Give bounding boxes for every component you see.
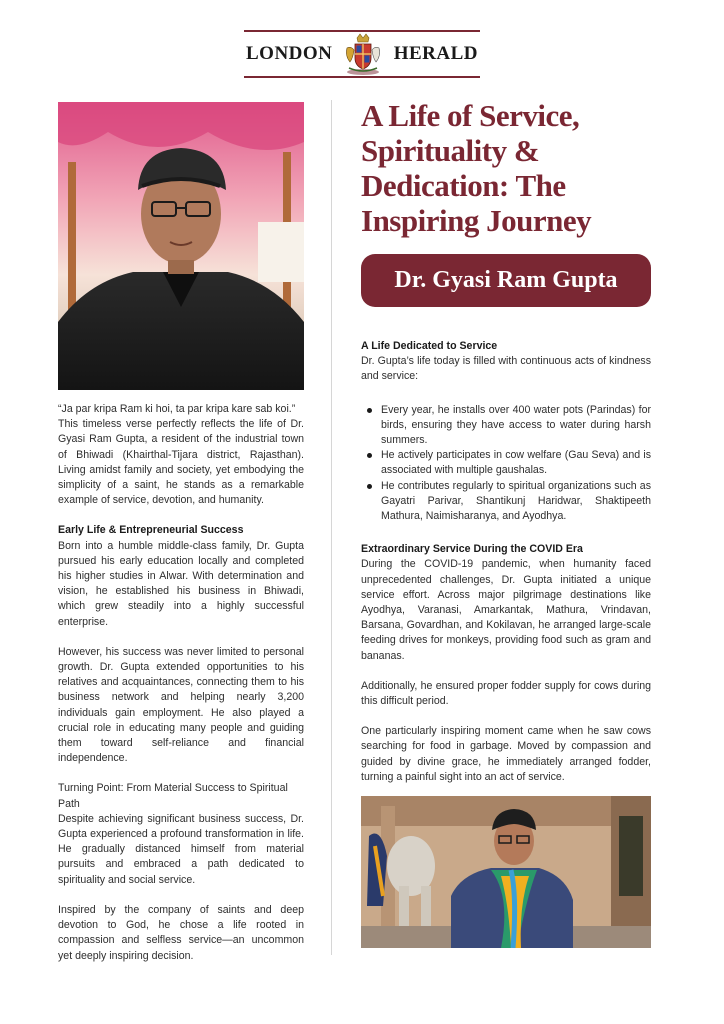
early-life-heading: Early Life & Entrepreneurial Success xyxy=(58,524,244,537)
headline: A Life of Service, Spirituality & Dedication: The Inspiring Journey xyxy=(361,98,592,238)
turning-point-paragraph: Despite achieving significant business success, Dr. Gupta experienced a profound transformation in life. He gradually distanced himself from material pursuits and embraced a path dedicated to spirituality and social service. xyxy=(58,812,304,886)
list-item: He actively participates in cow welfare (Gau Seva) and is associated with multiple gaushalas. xyxy=(361,448,651,478)
left-column xyxy=(58,402,304,964)
service-heading: A Life Dedicated to Service xyxy=(361,340,498,352)
masthead xyxy=(244,30,480,78)
inspired-paragraph: Inspired by the company of saints and deep devotion to God, he chose a life rooted in compassion and selfless service—an uncommon yet deeply inspiring decision. xyxy=(58,903,304,962)
list-item: Every year, he installs over 400 water pots (Parindas) for birds, ensuring they have access to water during harsh summers. xyxy=(361,403,651,449)
service-list xyxy=(361,403,651,525)
turning-point-heading: Turning Point: From Material Success to Spiritual Path xyxy=(58,782,288,810)
early-life-paragraph: Born into a humble middle-class family, Dr. Gupta pursued his early education locally and completed his higher studies in Alwar. With determination and vision, he established his business in Bhiwadi, which grew steadily into a highly successful enterprise. xyxy=(58,539,304,628)
column-divider xyxy=(331,100,332,955)
list-item: He contributes regularly to spiritual organizations such as Gayatri Parivar, Shantikunj Haridwar, Shaktipeeth Mathura, Naimisharanya, and Ayodhya. xyxy=(361,479,651,525)
covid-heading: Extraordinary Service During the COVID Era xyxy=(361,543,583,556)
intro-paragraph: This timeless verse perfectly reflects the life of Dr. Gyasi Ram Gupta, a resident of the industrial town of Bhiwadi (Khairthal-Tijara district, Rajasthan). Living amidst family and society, yet embodying the simplicity of a saint, he stands as a remarkable example of service, devotion, and humanity. xyxy=(58,418,304,507)
right-column xyxy=(361,339,651,785)
royal-crest-icon xyxy=(341,32,385,76)
covid-paragraph: During the COVID-19 pandemic, when humanity faced unprecedented challenges, Dr. Gupta initiated a unique service effort. Across major pilgrimage destinations like Ayodhya, Varanasi, Amarkantak, Mathura, Vrindavan, Barsana, Govardhan, and Kokilavan, he arranged large-scale feeding drives for monkeys, providing food such as gram and bananas. xyxy=(361,558,651,662)
service-intro: Dr. Gupta’s life today is filled with continuous acts of kindness and service: xyxy=(361,355,651,383)
quote: “Ja par kripa Ram ki hoi, ta par kripa kare sab koi.” xyxy=(58,403,296,415)
growth-paragraph: However, his success was never limited to personal growth. Dr. Gupta extended opportunities to his relatives and acquaintances, connecting them to his business network and helping nearly 3,200 individuals gain employment. He also played a crucial role in educating many people and guiding them toward self-reliance and financial independence. xyxy=(58,645,304,765)
moment-paragraph: One particularly inspiring moment came when he saw cows searching for food in garbage. Moved by compassion and guided by divine grace, he immediately arranged fodder, turning a painful sight into an act of service. xyxy=(361,725,651,783)
portrait-photo xyxy=(58,102,304,390)
masthead-right-word: HERALD xyxy=(393,43,478,64)
name-banner: Dr. Gyasi Ram Gupta xyxy=(361,254,651,307)
temple-photo xyxy=(361,796,651,948)
masthead-left-word: LONDON xyxy=(246,43,333,64)
fodder-paragraph: Additionally, he ensured proper fodder supply for cows during this difficult period. xyxy=(361,679,651,708)
